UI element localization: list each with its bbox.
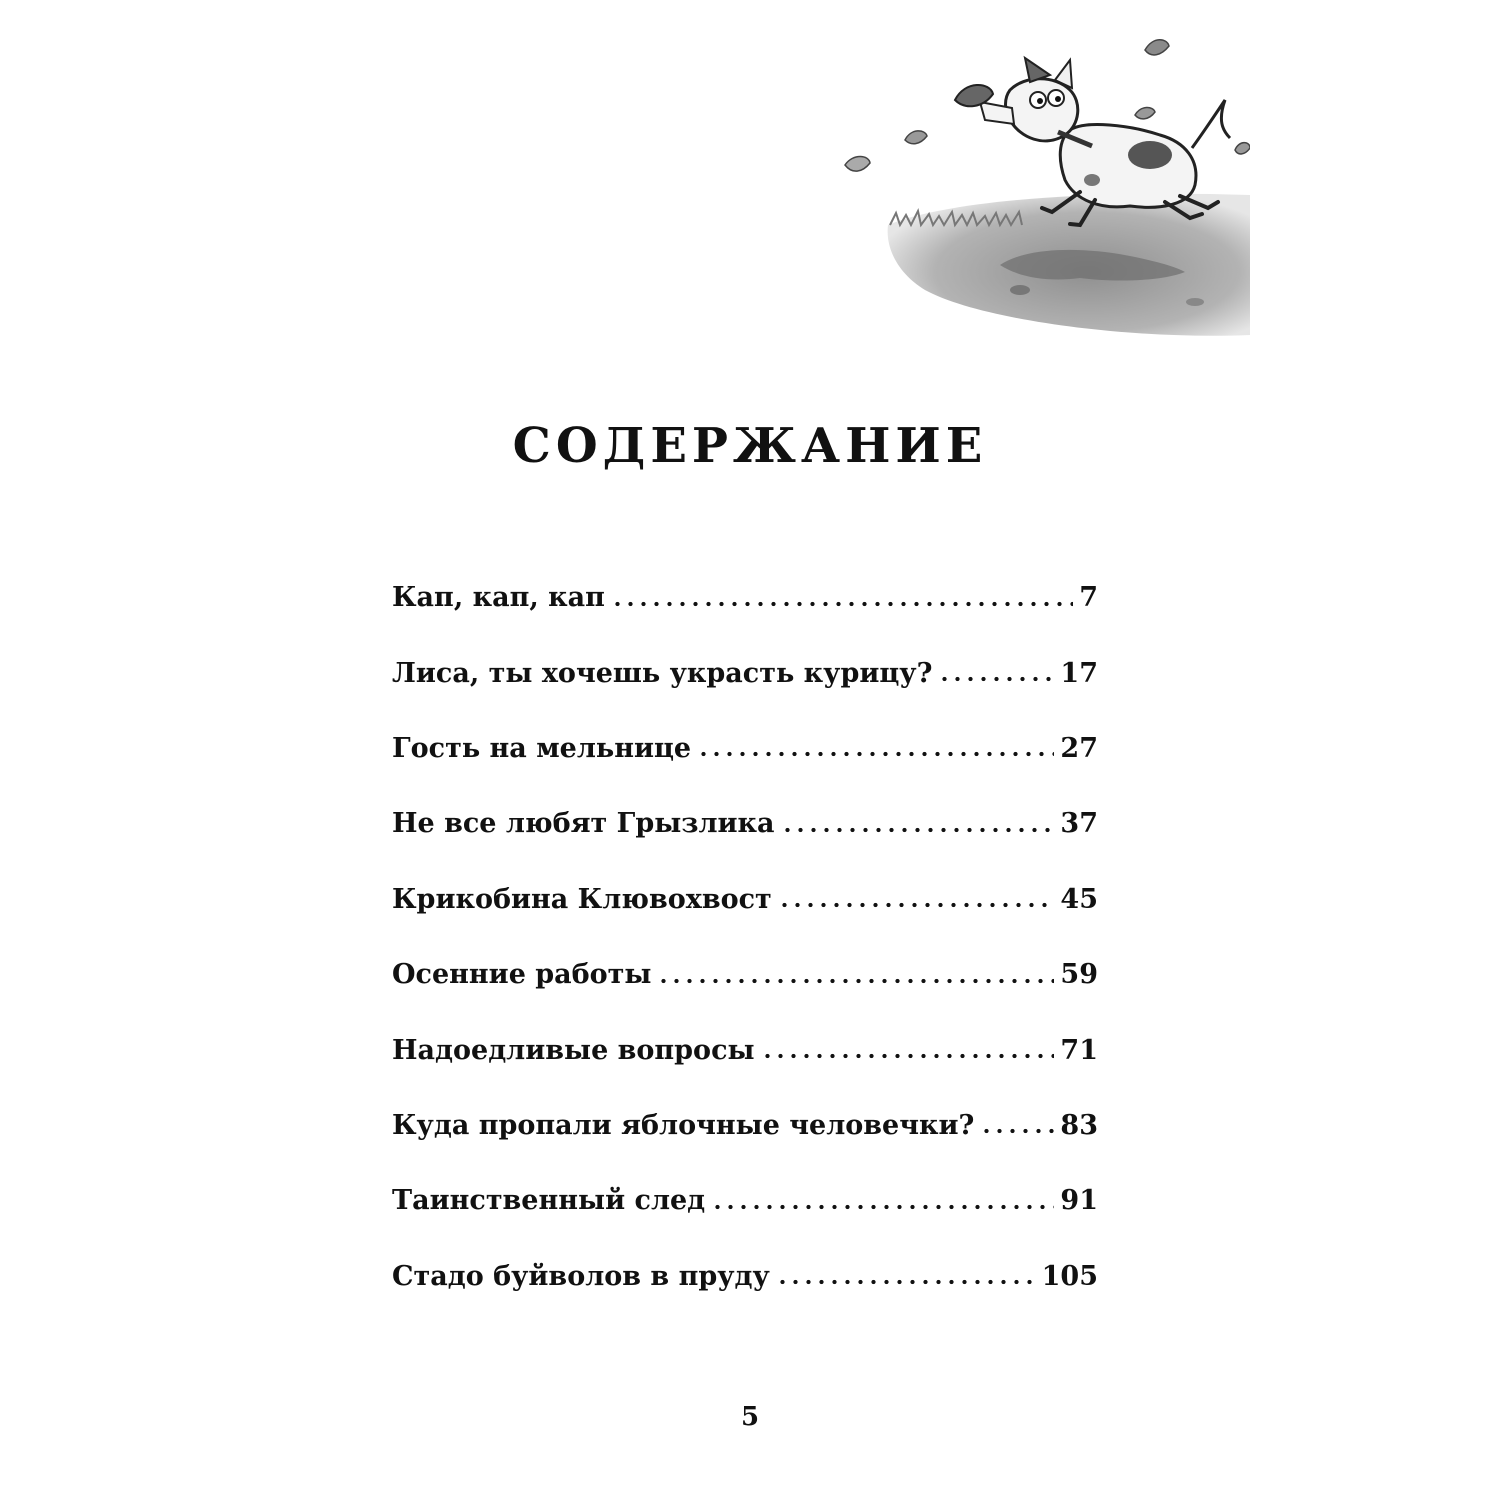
toc-entry-page: 45 — [1060, 883, 1098, 915]
dog-tail — [1192, 100, 1230, 148]
toc-entry-title: Осенние работы — [392, 959, 652, 991]
toc-entry-title: Куда пропали яблочные человечки? — [392, 1109, 975, 1141]
dot-leader — [938, 664, 1054, 694]
ground-leaf — [1010, 285, 1030, 295]
toc-entry-title: Таинственный след — [392, 1185, 706, 1217]
page-number: 5 — [740, 1402, 760, 1432]
toc-entry-title: Не все любят Грызлика — [392, 808, 775, 840]
toc-entry-title: Гость на мельнице — [392, 732, 692, 764]
dot-leader — [697, 739, 1054, 769]
toc-entry[interactable] — [392, 786, 1098, 861]
running-dog-illustration — [830, 20, 1250, 350]
page-title: СОДЕРЖАНИЕ — [512, 418, 988, 474]
toc-entry-page: 27 — [1060, 732, 1098, 764]
toc-entry-page: 71 — [1060, 1034, 1098, 1066]
flying-leaf — [845, 157, 870, 172]
dog-spot — [1128, 141, 1172, 169]
toc-entry-title: Кап, кап, кап — [392, 582, 605, 614]
dot-leader — [657, 966, 1054, 996]
dot-leader — [778, 890, 1055, 920]
flying-leaf — [1235, 143, 1250, 154]
dot-leader — [776, 1267, 1036, 1297]
flying-leaf — [905, 131, 927, 144]
toc-entry[interactable] — [392, 1163, 1098, 1238]
toc-entry-title: Крикобина Клювохвост — [392, 883, 772, 915]
toc-entry-page: 83 — [1060, 1109, 1098, 1141]
toc-entry[interactable] — [392, 711, 1098, 786]
toc-entry-page: 37 — [1060, 808, 1098, 840]
table-of-contents — [392, 560, 1098, 1314]
toc-entry[interactable] — [392, 1239, 1098, 1314]
toc-entry-title: Надоедливые вопросы — [392, 1034, 755, 1066]
dot-leader — [761, 1041, 1055, 1071]
toc-entry[interactable] — [392, 1012, 1098, 1087]
toc-entry-page: 17 — [1060, 657, 1098, 689]
toc-entry-page: 7 — [1079, 582, 1098, 614]
flying-leaf — [1145, 40, 1169, 55]
toc-entry[interactable] — [392, 937, 1098, 1012]
flying-leaf — [1135, 107, 1155, 118]
toc-entry-page: 105 — [1041, 1260, 1098, 1292]
toc-entry-title: Лиса, ты хочешь украсть курицу? — [392, 657, 933, 689]
toc-entry-page: 59 — [1060, 959, 1098, 991]
dot-leader — [711, 1192, 1054, 1222]
toc-entry[interactable] — [392, 1088, 1098, 1163]
toc-entry-title: Стадо буйволов в пруду — [392, 1260, 770, 1292]
dog-head — [1006, 79, 1078, 141]
ground-leaf — [1186, 298, 1204, 306]
toc-entry[interactable] — [392, 862, 1098, 937]
dog-spot — [1084, 174, 1100, 186]
dot-leader — [980, 1116, 1054, 1146]
dot-leader — [611, 589, 1073, 619]
dog-body — [1060, 125, 1196, 208]
toc-entry[interactable] — [392, 560, 1098, 635]
dot-leader — [781, 815, 1055, 845]
toc-entry-page: 91 — [1060, 1185, 1098, 1217]
toc-entry[interactable] — [392, 635, 1098, 710]
